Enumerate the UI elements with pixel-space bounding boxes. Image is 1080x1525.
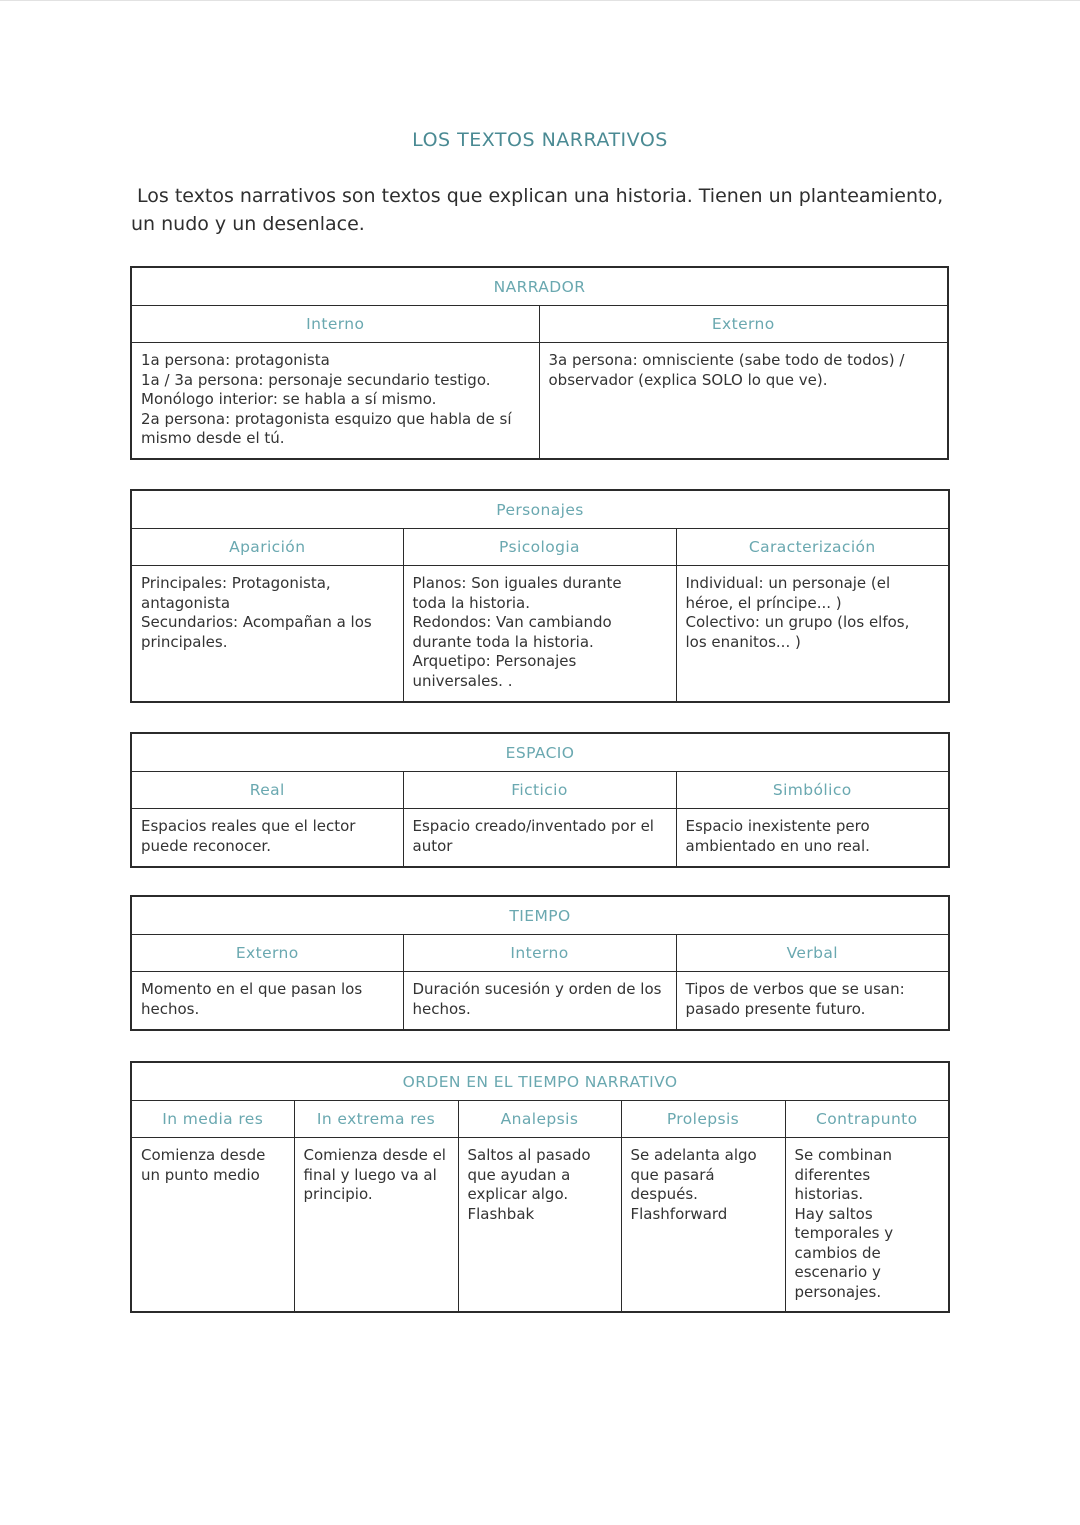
narrador-col-interno: Interno — [131, 306, 539, 343]
text-line: Redondos: Van cambiando — [412, 613, 612, 631]
text-line: Espacio inexistente pero — [685, 817, 870, 835]
text-line: Espacios reales que el lector — [141, 817, 356, 835]
text-line: escenario y — [794, 1263, 881, 1281]
narrador-header: NARRADOR — [131, 267, 948, 306]
text-line: principales. — [141, 632, 228, 651]
text-line: 1a / 3a persona: personaje secundario testigo. — [141, 370, 491, 389]
text-line: Monólogo interior: se habla a sí mismo. — [141, 390, 437, 408]
orden-in-media-res-cell — [131, 1138, 294, 1312]
intro-line-2: un nudo y un desenlace. — [131, 213, 365, 235]
espacio-col-ficticio: Ficticio — [403, 772, 676, 809]
espacio-ficticio-cell — [403, 809, 676, 867]
espacio-simbolico-cell — [676, 809, 949, 867]
orden-col-contrapunto: Contrapunto — [785, 1101, 949, 1138]
personajes-aparicion-cell — [131, 566, 403, 702]
text-line: Individual: un personaje (el — [685, 574, 891, 592]
text-line: ambientado en uno real. — [685, 836, 870, 855]
tiempo-interno-cell — [403, 972, 676, 1030]
narrador-interno-cell — [131, 343, 539, 459]
text-line: un punto medio — [141, 1165, 260, 1184]
personajes-table — [130, 489, 950, 703]
text-line: Comienza desde el — [303, 1146, 446, 1164]
orden-col-prolepsis: Prolepsis — [621, 1101, 785, 1138]
text-line: 3a persona: omnisciente (sabe todo de todos) / — [548, 351, 905, 369]
text-line: principio. — [303, 1185, 373, 1203]
text-line: Arquetipo: Personajes — [412, 652, 577, 670]
text-line: Duración sucesión y orden de los — [412, 980, 662, 998]
espacio-header: ESPACIO — [131, 733, 949, 772]
text-line: puede reconocer. — [141, 836, 271, 855]
tiempo-col-interno: Interno — [403, 935, 676, 972]
orden-analepsis-cell — [458, 1138, 621, 1312]
orden-prolepsis-cell — [621, 1138, 785, 1312]
text-line: Momento en el que pasan los — [141, 980, 363, 998]
intro-line-1: Los textos narrativos son textos que explican una historia. Tienen un planteamiento, — [137, 185, 944, 207]
tiempo-header: TIEMPO — [131, 896, 949, 935]
tiempo-col-externo: Externo — [131, 935, 403, 972]
espacio-table — [130, 732, 950, 868]
orden-in-extrema-res-cell — [294, 1138, 458, 1312]
orden-header: ORDEN EN EL TIEMPO NARRATIVO — [131, 1062, 949, 1101]
tiempo-col-verbal: Verbal — [676, 935, 949, 972]
text-line: que ayudan a — [467, 1165, 571, 1184]
text-line: hechos. — [412, 999, 471, 1018]
text-line: 2a persona: protagonista esquizo que habla de sí — [141, 409, 512, 428]
orden-contrapunto-cell — [785, 1138, 949, 1312]
text-line: 1a persona: protagonista — [141, 351, 330, 369]
text-line: explicar algo. — [467, 1185, 569, 1203]
orden-col-analepsis: Analepsis — [458, 1101, 621, 1138]
orden-table — [130, 1061, 950, 1313]
text-line: los enanitos... ) — [685, 632, 801, 651]
text-line: final y luego va al — [303, 1165, 437, 1184]
espacio-col-simbolico: Simbólico — [676, 772, 949, 809]
personajes-caracterizacion-cell — [676, 566, 949, 702]
text-line: Flashforward — [630, 1204, 728, 1223]
text-line: antagonista — [141, 593, 231, 612]
text-line: Tipos de verbos que se usan: — [685, 980, 905, 998]
personajes-header: Personajes — [131, 490, 949, 529]
intro-paragraph — [131, 182, 951, 238]
narrador-table — [130, 266, 949, 460]
espacio-col-real: Real — [131, 772, 403, 809]
tiempo-table — [130, 895, 950, 1031]
text-line: historias. — [794, 1185, 864, 1203]
page-title: LOS TEXTOS NARRATIVOS — [412, 129, 668, 151]
orden-col-in-extrema-res: In extrema res — [294, 1101, 458, 1138]
text-line: Hay saltos — [794, 1204, 873, 1223]
text-line: Principales: Protagonista, — [141, 574, 331, 592]
personajes-psicologia-cell — [403, 566, 676, 702]
text-line: mismo desde el tú. — [141, 429, 285, 447]
text-line: autor — [412, 836, 453, 855]
orden-col-in-media-res: In media res — [131, 1101, 294, 1138]
text-line: Se combinan — [794, 1146, 892, 1164]
text-line: Comienza desde — [141, 1146, 266, 1164]
narrador-externo-cell — [539, 343, 948, 459]
top-divider — [0, 0, 1080, 1]
text-line: Se adelanta algo — [630, 1146, 757, 1164]
text-line: universales. . — [412, 671, 513, 690]
personajes-col-psicologia: Psicologia — [403, 529, 676, 566]
tiempo-externo-cell — [131, 972, 403, 1030]
personajes-col-aparicion: Aparición — [131, 529, 403, 566]
text-line: toda la historia. — [412, 593, 531, 612]
tiempo-verbal-cell — [676, 972, 949, 1030]
text-line: que pasará — [630, 1165, 715, 1184]
text-line: después. — [630, 1185, 698, 1203]
text-line: durante toda la historia. — [412, 632, 594, 651]
text-line: Saltos al pasado — [467, 1146, 591, 1164]
text-line: pasado presente futuro. — [685, 999, 866, 1018]
espacio-real-cell — [131, 809, 403, 867]
text-line: Secundarios: Acompañan a los — [141, 613, 372, 631]
text-line: temporales y — [794, 1224, 894, 1242]
personajes-col-caracterizacion: Caracterización — [676, 529, 949, 566]
text-line: cambios de — [794, 1243, 881, 1262]
text-line: personajes. — [794, 1282, 882, 1301]
text-line: Flashbak — [467, 1204, 535, 1223]
narrador-col-externo: Externo — [539, 306, 948, 343]
text-line: observador (explica SOLO lo que ve). — [548, 370, 828, 389]
text-line: Planos: Son iguales durante — [412, 574, 622, 592]
text-line: Espacio creado/inventado por el — [412, 817, 654, 835]
text-line: hechos. — [141, 999, 200, 1018]
text-line: diferentes — [794, 1165, 871, 1184]
text-line: héroe, el príncipe... ) — [685, 593, 842, 612]
text-line: Colectivo: un grupo (los elfos, — [685, 613, 910, 631]
